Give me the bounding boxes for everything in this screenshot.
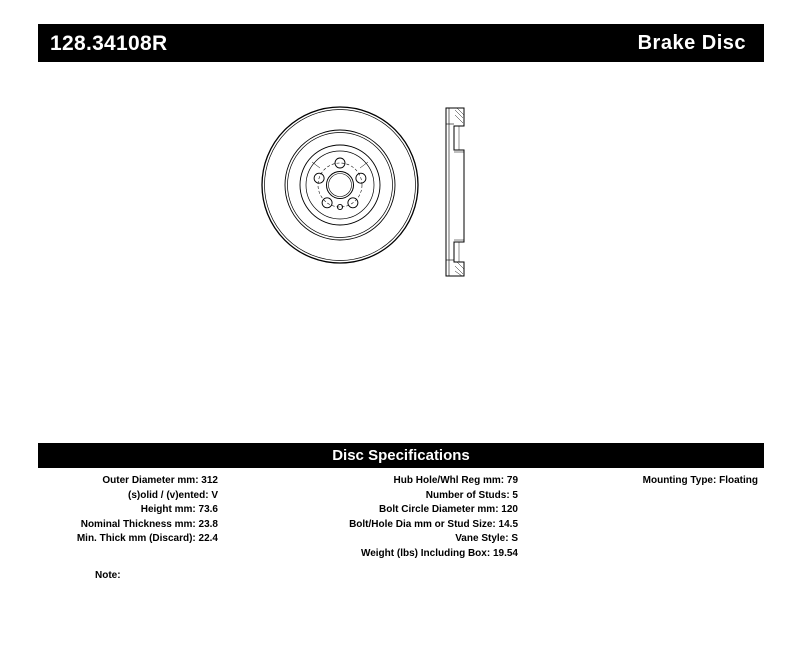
specifications-body bbox=[38, 474, 764, 562]
product-type-label: Brake Disc bbox=[637, 32, 746, 54]
rotor-face-view bbox=[262, 107, 418, 263]
spec-item: Height mm: 73.6 bbox=[140, 504, 218, 516]
spec-item: Hub Hole/Whl Reg mm: 79 bbox=[393, 475, 518, 486]
header-bar bbox=[38, 24, 764, 62]
spec-item: Min. Thick mm (Discard): 22.4 bbox=[76, 533, 218, 545]
part-number: 128.34108R bbox=[50, 31, 168, 55]
note-label: Note: bbox=[95, 570, 121, 581]
spec-item: Nominal Thickness mm: 23.8 bbox=[80, 518, 218, 530]
note-row bbox=[38, 570, 764, 581]
spec-item: (s)olid / (v)ented: V bbox=[128, 489, 218, 501]
spec-item: Bolt Circle Diameter mm: 120 bbox=[379, 504, 518, 516]
spec-item: Outer Diameter mm: 312 bbox=[102, 475, 218, 486]
rotor-cross-section-view bbox=[446, 108, 464, 276]
spec-item: Weight (lbs) Including Box: 19.54 bbox=[360, 547, 518, 559]
spec-banner-title: Disc Specifications bbox=[38, 443, 764, 468]
spec-item: Vane Style: S bbox=[455, 533, 518, 545]
spec-column-left bbox=[38, 474, 218, 547]
spec-column-middle bbox=[218, 474, 518, 562]
spec-item: Bolt/Hole Dia mm or Stud Size: 14.5 bbox=[349, 518, 518, 530]
spec-column-right bbox=[518, 474, 764, 489]
product-drawing bbox=[250, 90, 550, 290]
spec-item: Mounting Type: Floating bbox=[642, 475, 758, 486]
spec-item: Number of Studs: 5 bbox=[425, 489, 518, 501]
